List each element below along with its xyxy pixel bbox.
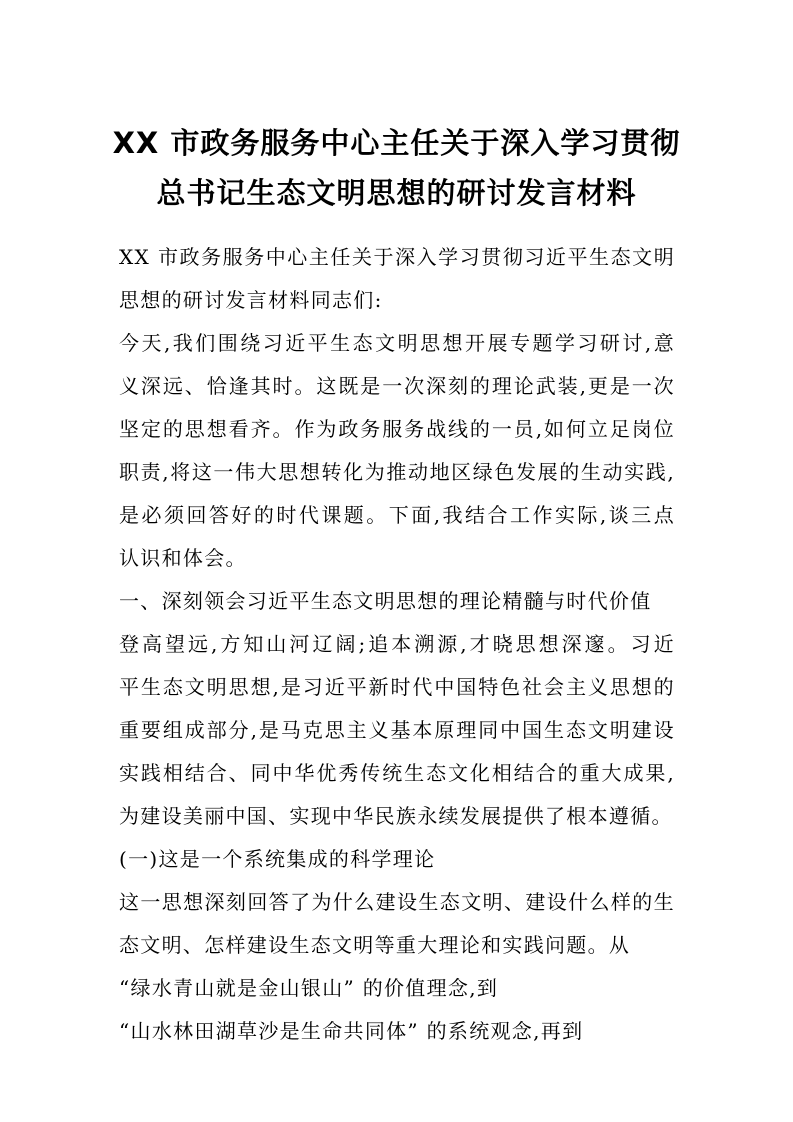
body-line: 坚定的思想看齐。作为政务服务战线的一员,如何立足岗位 (119, 417, 675, 441)
body-line: “绿水青山就是金山银山” 的价值理念,到 (119, 976, 499, 1000)
document-body (119, 236, 675, 1053)
body-line: 重要组成部分,是马克思主义基本原理同中国生态文明建设 (119, 718, 675, 742)
body-line: 实践相结合、同中华优秀传统生态文化相结合的重大成果, (119, 761, 675, 785)
document-title (60, 118, 733, 218)
body-line: 是必须回答好的时代课题。下面,我结合工作实际,谈三点 (119, 503, 675, 527)
body-line: 为建设美丽中国、实现中华民族永续发展提供了根本遵循。 (119, 804, 673, 828)
body-line: 今天,我们围绕习近平生态文明思想开展专题学习研讨,意 (119, 331, 675, 355)
body-line: “山水林田湖草沙是生命共同体” 的系统观念,再到 (119, 1019, 584, 1043)
body-line: 一、深刻领会习近平生态文明思想的理论精髓与时代价值 (119, 589, 652, 613)
body-line: 登高望远,方知山河辽阔;追本溯源,才晓思想深邃。习近 (119, 632, 675, 656)
body-line: 思想的研讨发言材料同志们: (119, 288, 383, 312)
body-line: XX 市政务服务中心主任关于深入学习贯彻习近平生态文明 (119, 245, 675, 269)
title-line-2: 总书记生态文明思想的研讨发言材料 (156, 176, 637, 210)
body-line: 职责,将这一伟大思想转化为推动地区绿色发展的生动实践, (119, 460, 675, 484)
body-line: 这一思想深刻回答了为什么建设生态文明、建设什么样的生 (119, 890, 675, 914)
body-line: 态文明、怎样建设生态文明等重大理论和实践问题。从 (119, 933, 631, 957)
body-line: 认识和体会。 (119, 546, 247, 570)
body-line: 义深远、恰逢其时。这既是一次深刻的理论武装,更是一次 (119, 374, 675, 398)
body-line: 平生态文明思想,是习近平新时代中国特色社会主义思想的 (119, 675, 675, 699)
body-line: (一)这是一个系统集成的科学理论 (119, 847, 436, 871)
title-line-1: XX 市政务服务中心主任关于深入学习贯彻 (112, 126, 681, 160)
